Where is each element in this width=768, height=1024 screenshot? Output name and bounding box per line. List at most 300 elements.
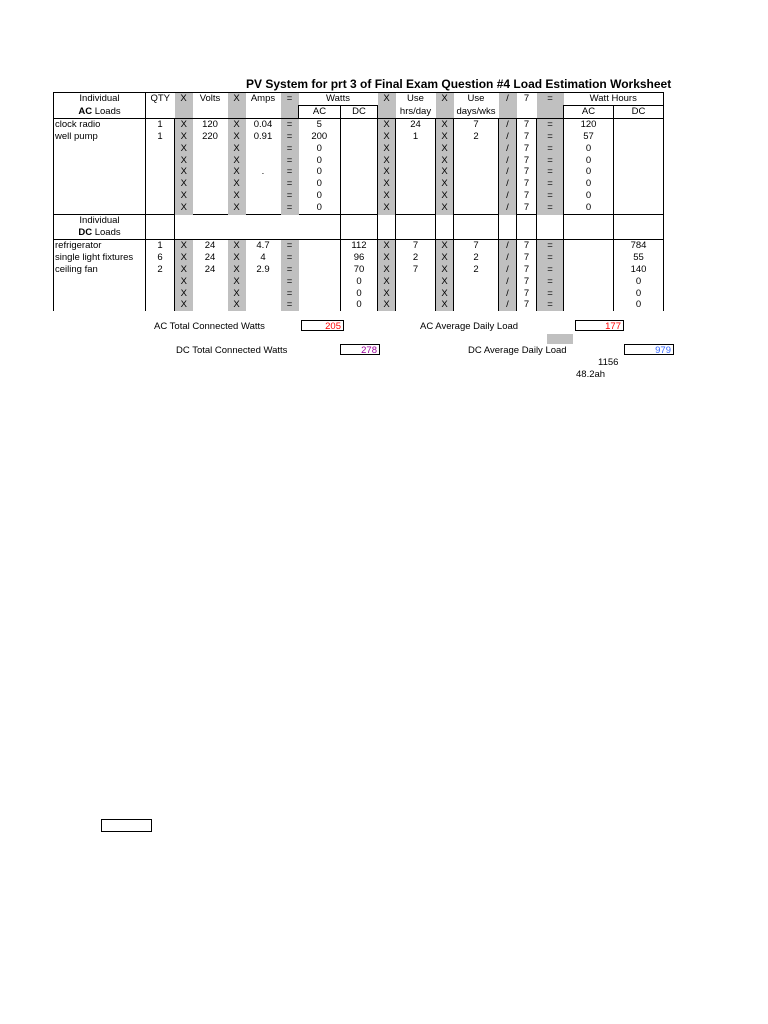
dc-header-blank — [454, 227, 499, 239]
dc-cell-qty — [146, 299, 175, 311]
dc-cell-sev: 7 — [517, 264, 537, 276]
ac-cell-name: well pump — [54, 131, 146, 143]
ac-row — [54, 155, 664, 167]
loads-word: Loads — [94, 226, 121, 238]
ac-cell-x4: X — [436, 202, 454, 214]
dc-row — [54, 239, 664, 251]
dc-cell-dc: 0 — [341, 299, 378, 311]
ac-cell-sev: 7 — [517, 202, 537, 214]
ac-cell-sl: / — [499, 190, 517, 202]
ac-total-value: 205 — [301, 320, 344, 331]
dc-cell-eq2: = — [537, 264, 564, 276]
ac-cell-wh-dc — [614, 131, 664, 143]
ac-cell-x4: X — [436, 131, 454, 143]
ac-cell-hrs — [396, 190, 436, 202]
header-blank — [537, 105, 564, 118]
dc-cell-x3: X — [378, 252, 396, 264]
ac-cell-eq2: = — [537, 155, 564, 167]
dc-cell-sl: / — [499, 276, 517, 288]
dc-header-blank — [499, 227, 517, 239]
dc-cell-volts — [193, 276, 228, 288]
dc-cell-x4: X — [436, 239, 454, 251]
dc-cell-x2: X — [228, 276, 246, 288]
ac-cell-amps — [246, 143, 281, 155]
loads-word: Loads — [94, 105, 121, 117]
ac-cell-volts — [193, 178, 228, 190]
ac-cell-sl: / — [499, 131, 517, 143]
dc-cell-eq: = — [281, 299, 299, 311]
dc-cell-wh-dc: 140 — [614, 264, 664, 276]
ac-cell-x4: X — [436, 178, 454, 190]
ac-cell-qty: 1 — [146, 131, 175, 143]
ac-row — [54, 178, 664, 190]
dc-cell-sl: / — [499, 288, 517, 300]
header-blank — [281, 105, 299, 118]
dc-header-blank — [378, 227, 396, 239]
dc-cell-amps: 2.9 — [256, 263, 270, 275]
header-blank — [228, 105, 246, 118]
amp-hours-total: 48.2ah — [576, 369, 606, 380]
dc-cell-wh-ac — [564, 252, 614, 264]
ac-cell-sl: / — [499, 202, 517, 214]
dc-cell-amps — [246, 276, 281, 288]
header-eq: = — [281, 93, 299, 106]
dc-cell-wh-ac — [564, 239, 614, 251]
dc-header-blank — [146, 215, 175, 227]
header-slash: / — [499, 93, 517, 106]
ac-cell-qty — [146, 190, 175, 202]
dc-cell-sl: / — [499, 239, 517, 251]
ac-cell-x3: X — [378, 190, 396, 202]
ac-row — [54, 190, 664, 202]
dc-row — [54, 276, 664, 288]
ac-cell-volts — [193, 143, 228, 155]
header-watts: Watts — [299, 93, 378, 106]
dc-cell-name: ceiling fan — [54, 264, 146, 276]
ac-cell-volts: 220 — [202, 130, 218, 142]
dc-cell-wh-dc: 0 — [614, 288, 664, 300]
dc-cell-hrs: 7 — [396, 264, 436, 276]
dc-header-blank — [436, 227, 454, 239]
ac-cell-name — [54, 190, 146, 202]
ac-cell-days — [454, 166, 499, 178]
dc-cell-ac — [299, 276, 341, 288]
dc-header-blank — [499, 215, 517, 227]
ac-cell-hrs: 1 — [396, 131, 436, 143]
dc-cell-volts: 24 — [204, 239, 216, 251]
header-seven: 7 — [517, 93, 537, 106]
header-x: X — [175, 93, 193, 106]
ac-cell-x3: X — [378, 118, 396, 130]
dc-cell-amps — [246, 299, 281, 311]
ac-cell-ac: 200 — [299, 131, 341, 143]
ac-cell-days — [454, 178, 499, 190]
ac-cell-dc — [341, 190, 378, 202]
dc-cell-ac — [299, 288, 341, 300]
ac-avg-value: 177 — [575, 320, 624, 331]
dc-cell-x3: X — [378, 288, 396, 300]
ac-cell-dc — [341, 178, 378, 190]
header-eq: = — [537, 93, 564, 106]
dc-cell-x3: X — [378, 239, 396, 251]
dc-cell-eq2: = — [537, 239, 564, 251]
dc-cell-eq2: = — [537, 252, 564, 264]
dc-cell-volts: 24 — [204, 263, 216, 275]
ac-cell-wh-ac: 120 — [564, 118, 614, 130]
header-use: Use — [396, 93, 436, 106]
dc-cell-x1: X — [175, 252, 193, 264]
dc-cell-days: 2 — [454, 252, 499, 264]
dc-header-blank — [246, 227, 281, 239]
ac-cell-name — [54, 143, 146, 155]
ac-cell-wh-ac: 0 — [564, 166, 614, 178]
ac-cell-eq: = — [281, 155, 299, 167]
dc-header-blank — [378, 215, 396, 227]
ac-cell-qty — [146, 155, 175, 167]
header-qty: QTY — [146, 93, 175, 106]
dc-header-blank — [175, 215, 193, 227]
ac-cell-amps: 0.04 — [253, 118, 273, 130]
dc-cell-eq2: = — [537, 299, 564, 311]
dc-cell-x1: X — [175, 239, 193, 251]
dc-header-blank — [228, 227, 246, 239]
ac-cell-ac: 0 — [299, 143, 341, 155]
ac-cell-eq: = — [281, 143, 299, 155]
ac-cell-x2: X — [228, 143, 246, 155]
ac-cell-ac: 0 — [299, 166, 341, 178]
ac-cell-dc — [341, 202, 378, 214]
dc-cell-x3: X — [378, 299, 396, 311]
ac-cell-x1: X — [175, 166, 193, 178]
load-table — [53, 92, 664, 311]
dc-header-blank — [517, 215, 537, 227]
dc-cell-days — [454, 276, 499, 288]
ac-cell-sl: / — [499, 143, 517, 155]
header-blank — [499, 105, 517, 118]
ac-cell-sev: 7 — [517, 131, 537, 143]
dc-header-individual: Individual — [54, 215, 146, 227]
ac-row — [54, 118, 664, 130]
ac-cell-dc — [341, 118, 378, 130]
dc-cell-days: 2 — [454, 264, 499, 276]
dc-header-blank — [146, 227, 175, 239]
header-watt-hours: Watt Hours — [564, 93, 664, 106]
header-blank — [146, 105, 175, 118]
ac-cell-x1: X — [175, 118, 193, 130]
dc-cell-dc: 70 — [341, 264, 378, 276]
dc-cell-wh-dc: 55 — [614, 252, 664, 264]
dc-cell-x2: X — [228, 264, 246, 276]
header-ac-loads — [54, 105, 146, 118]
dc-cell-volts — [193, 299, 228, 311]
header-blank — [193, 105, 228, 118]
dc-cell-amps — [246, 288, 281, 300]
ac-cell-wh-ac: 57 — [564, 131, 614, 143]
ac-cell-dc — [341, 143, 378, 155]
dc-cell-dc: 0 — [341, 288, 378, 300]
ac-cell-qty — [146, 166, 175, 178]
dc-row — [54, 299, 664, 311]
header-watts-dc: DC — [341, 105, 378, 118]
ac-cell-sl: / — [499, 166, 517, 178]
dc-cell-ac — [299, 264, 341, 276]
header-days-wks: days/wks — [454, 105, 499, 118]
ac-cell-wh-dc — [614, 118, 664, 130]
ac-cell-x2: X — [228, 118, 246, 130]
dc-cell-hrs — [396, 299, 436, 311]
ac-cell-days — [454, 202, 499, 214]
ac-cell-dc — [341, 131, 378, 143]
dc-cell-eq2: = — [537, 288, 564, 300]
dc-cell-wh-ac — [564, 276, 614, 288]
ac-cell-wh-dc — [614, 155, 664, 167]
dc-cell-qty: 2 — [146, 264, 175, 276]
ac-cell-qty: 1 — [146, 118, 175, 130]
dc-header-blank — [299, 227, 341, 239]
dc-cell-wh-dc: 0 — [614, 299, 664, 311]
ac-cell-x2: X — [228, 202, 246, 214]
ac-cell-sl: / — [499, 118, 517, 130]
dc-cell-name: refrigerator — [54, 239, 146, 251]
ac-cell-x4: X — [436, 190, 454, 202]
dc-cell-days — [454, 299, 499, 311]
ac-avg-label: AC Average Daily Load — [420, 321, 519, 332]
ac-cell-x3: X — [378, 131, 396, 143]
ac-cell-hrs — [396, 178, 436, 190]
ac-cell-x2: X — [228, 190, 246, 202]
ac-cell-eq2: = — [537, 178, 564, 190]
watt-hours-total: 1156 — [598, 357, 619, 368]
dc-cell-ac — [299, 252, 341, 264]
ac-cell-volts — [193, 155, 228, 167]
header-volts: Volts — [193, 93, 228, 106]
ac-cell-hrs — [396, 155, 436, 167]
ac-cell-ac: 0 — [299, 202, 341, 214]
header-blank — [436, 105, 454, 118]
ac-cell-wh-dc — [614, 143, 664, 155]
ac-cell-eq2: = — [537, 202, 564, 214]
dc-cell-x2: X — [228, 239, 246, 251]
ac-cell-qty — [146, 178, 175, 190]
ac-cell-sev: 7 — [517, 190, 537, 202]
empty-box — [101, 819, 152, 832]
dc-cell-sev: 7 — [517, 276, 537, 288]
header-wh-ac: AC — [564, 105, 614, 118]
dc-cell-eq: = — [281, 239, 299, 251]
ac-cell-eq2: = — [537, 166, 564, 178]
dc-cell-qty: 6 — [146, 252, 175, 264]
ac-cell-wh-dc — [614, 166, 664, 178]
ac-cell-eq: = — [281, 202, 299, 214]
ac-row — [54, 166, 664, 178]
dc-cell-x4: X — [436, 288, 454, 300]
ac-cell-x1: X — [175, 143, 193, 155]
dc-cell-sev: 7 — [517, 288, 537, 300]
dc-cell-sl: / — [499, 264, 517, 276]
ac-cell-x4: X — [436, 118, 454, 130]
dc-header-blank — [564, 215, 614, 227]
ac-cell-sl: / — [499, 155, 517, 167]
ac-row — [54, 202, 664, 214]
dc-cell-qty — [146, 276, 175, 288]
dc-cell-x1: X — [175, 276, 193, 288]
dc-header-blank — [175, 227, 193, 239]
dc-cell-hrs — [396, 276, 436, 288]
ac-cell-eq2: = — [537, 131, 564, 143]
dc-cell-amps: 4.7 — [256, 239, 270, 251]
dc-cell-name — [54, 276, 146, 288]
ac-cell-sl: / — [499, 178, 517, 190]
dc-header-blank — [436, 215, 454, 227]
ac-cell-amps: . — [261, 166, 265, 178]
dc-cell-x1: X — [175, 288, 193, 300]
dc-cell-dc: 96 — [341, 252, 378, 264]
ac-cell-sev: 7 — [517, 143, 537, 155]
dc-cell-eq2: = — [537, 276, 564, 288]
header-x: X — [378, 93, 396, 106]
ac-cell-wh-ac: 0 — [564, 155, 614, 167]
dc-cell-volts — [193, 288, 228, 300]
ac-row — [54, 143, 664, 155]
ac-bold: AC — [78, 105, 93, 117]
ac-cell-eq2: = — [537, 118, 564, 130]
ac-cell-eq: = — [281, 178, 299, 190]
ac-cell-x2: X — [228, 178, 246, 190]
ac-cell-ac: 0 — [299, 178, 341, 190]
dc-cell-x2: X — [228, 299, 246, 311]
ac-cell-dc — [341, 166, 378, 178]
dc-cell-x3: X — [378, 264, 396, 276]
ac-cell-x2: X — [228, 166, 246, 178]
ac-cell-x3: X — [378, 202, 396, 214]
ac-cell-days — [454, 155, 499, 167]
ac-cell-sev: 7 — [517, 118, 537, 130]
ac-cell-x2: X — [228, 155, 246, 167]
ac-cell-name — [54, 155, 146, 167]
ac-cell-volts — [193, 202, 228, 214]
dc-cell-x4: X — [436, 299, 454, 311]
ac-cell-x3: X — [378, 166, 396, 178]
ac-cell-wh-ac: 0 — [564, 190, 614, 202]
dc-cell-sev: 7 — [517, 299, 537, 311]
ac-cell-sev: 7 — [517, 155, 537, 167]
dc-cell-sev: 7 — [517, 252, 537, 264]
ac-cell-wh-dc — [614, 190, 664, 202]
shaded-cell — [547, 334, 573, 344]
dc-avg-value: 979 — [624, 344, 674, 355]
dc-cell-hrs: 7 — [396, 239, 436, 251]
dc-header-blank — [193, 215, 228, 227]
dc-header-blank — [246, 215, 281, 227]
dc-row — [54, 264, 664, 276]
header-wh-dc: DC — [614, 105, 664, 118]
ac-cell-qty — [146, 202, 175, 214]
ac-cell-x2: X — [228, 131, 246, 143]
ac-cell-x1: X — [175, 202, 193, 214]
ac-cell-days: 7 — [454, 118, 499, 130]
dc-cell-sl: / — [499, 252, 517, 264]
dc-cell-days: 7 — [454, 239, 499, 251]
ac-row — [54, 131, 664, 143]
dc-cell-x2: X — [228, 252, 246, 264]
ac-cell-days — [454, 190, 499, 202]
dc-cell-hrs — [396, 288, 436, 300]
dc-header-blank — [341, 215, 378, 227]
ac-cell-x4: X — [436, 166, 454, 178]
ac-cell-sev: 7 — [517, 178, 537, 190]
dc-header-blank — [454, 215, 499, 227]
dc-cell-dc: 0 — [341, 276, 378, 288]
ac-cell-wh-ac: 0 — [564, 178, 614, 190]
header-x: X — [228, 93, 246, 106]
dc-cell-sev: 7 — [517, 239, 537, 251]
dc-header-blank — [193, 227, 228, 239]
dc-header-blank — [517, 227, 537, 239]
dc-header-blank — [564, 227, 614, 239]
dc-cell-dc: 112 — [341, 239, 378, 251]
ac-cell-days: 2 — [454, 131, 499, 143]
header-hrs-day: hrs/day — [396, 105, 436, 118]
dc-cell-wh-dc: 784 — [614, 239, 664, 251]
dc-header-blank — [537, 227, 564, 239]
ac-cell-amps — [246, 202, 281, 214]
ac-cell-name: clock radio — [54, 118, 146, 130]
ac-cell-qty — [146, 143, 175, 155]
header-blank — [175, 105, 193, 118]
dc-cell-qty — [146, 288, 175, 300]
dc-cell-volts: 24 — [204, 251, 216, 263]
dc-cell-ac — [299, 239, 341, 251]
dc-bold: DC — [78, 226, 93, 238]
ac-cell-hrs: 24 — [396, 118, 436, 130]
worksheet-title: PV System for prt 3 of Final Exam Question #4 Load Estimation Worksheet — [246, 77, 672, 91]
ac-cell-dc — [341, 155, 378, 167]
dc-header-blank — [614, 227, 664, 239]
ac-cell-eq: = — [281, 118, 299, 130]
ac-cell-ac: 0 — [299, 190, 341, 202]
dc-header-blank — [281, 227, 299, 239]
dc-cell-eq: = — [281, 276, 299, 288]
ac-cell-ac: 0 — [299, 155, 341, 167]
ac-cell-eq2: = — [537, 143, 564, 155]
dc-cell-eq: = — [281, 264, 299, 276]
dc-cell-eq: = — [281, 252, 299, 264]
dc-cell-eq: = — [281, 288, 299, 300]
dc-header-blank — [614, 215, 664, 227]
header-blank — [517, 105, 537, 118]
ac-cell-name — [54, 166, 146, 178]
ac-cell-sev: 7 — [517, 166, 537, 178]
dc-header-blank — [228, 215, 246, 227]
dc-cell-name: single light fixtures — [54, 252, 146, 264]
ac-cell-wh-ac: 0 — [564, 143, 614, 155]
dc-total-value: 278 — [340, 344, 380, 355]
header-use: Use — [454, 93, 499, 106]
dc-header-loads — [54, 227, 146, 239]
ac-cell-eq: = — [281, 166, 299, 178]
dc-cell-x1: X — [175, 299, 193, 311]
dc-cell-x4: X — [436, 252, 454, 264]
ac-cell-x3: X — [378, 143, 396, 155]
dc-cell-days — [454, 288, 499, 300]
dc-cell-x4: X — [436, 264, 454, 276]
ac-cell-wh-dc — [614, 178, 664, 190]
dc-avg-label: DC Average Daily Load — [468, 345, 567, 356]
dc-cell-wh-ac — [564, 288, 614, 300]
ac-cell-name — [54, 178, 146, 190]
dc-cell-amps: 4 — [260, 251, 266, 263]
dc-cell-x3: X — [378, 276, 396, 288]
